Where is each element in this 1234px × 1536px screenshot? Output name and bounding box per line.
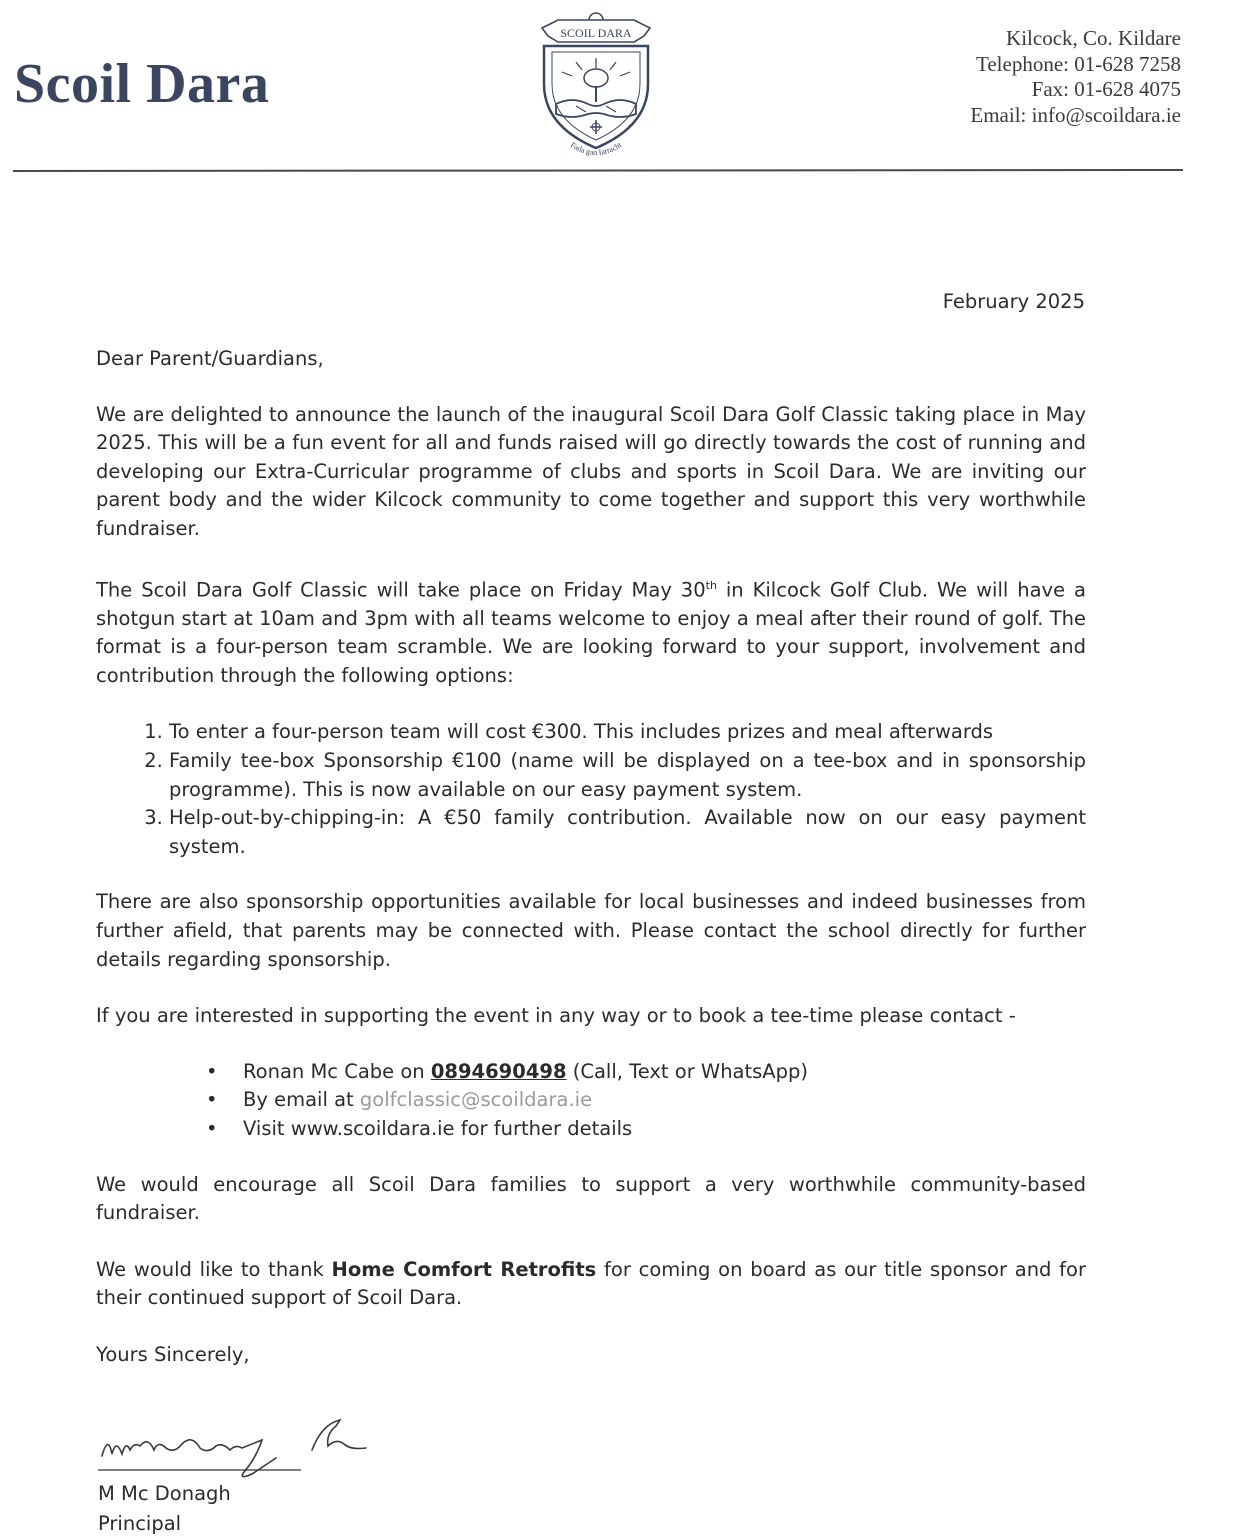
school-email: Email: info@scoildara.ie: [970, 102, 1181, 127]
bullet-icon: •: [206, 1088, 218, 1112]
signer-name: M Mc Donagh: [98, 1482, 231, 1505]
list-item: 3. Help-out-by-chipping-in: A €50 family contribution. Available now on our easy payment system.: [169, 804, 1086, 861]
paragraph-event-details: [96, 572, 1086, 691]
contact-phone-item: [206, 1058, 1086, 1087]
contact-phone-prefix: Ronan Mc Cabe on: [243, 1059, 431, 1083]
options-list: [96, 718, 1086, 861]
closing: Yours Sincerely,: [96, 1342, 250, 1366]
school-fax: Fax: 01-628 4075: [1031, 77, 1181, 101]
list-item: 1. To enter a four-person team will cost €300. This includes prizes and meal afterwards: [169, 718, 1086, 747]
contact-phone-suffix: (Call, Text or WhatsApp): [566, 1059, 809, 1083]
event-details-text-b: in Kilcock Golf Club. We will have a shotgun start at 10am and 3pm with all teams welcome to enjoy a meal after their round of golf. The format is a four-person team scramble. We are looking forward to your support, involvement and contribution through the following options:: [96, 578, 1086, 687]
school-crest-logo: [532, 6, 660, 162]
greeting: Dear Parent/Guardians,: [96, 347, 324, 370]
thanks-text-a: We would like to thank: [96, 1257, 332, 1281]
svg-text:Fada gan Iarracht: Fada gan Iarracht: [568, 140, 624, 158]
paragraph-encourage: We would encourage all Scoil Dara families to support a very worthwhile community-based fundraiser.: [96, 1172, 1086, 1225]
list-item: 2. Family tee-box Sponsorship €100 (name will be displayed on a tee-box and in sponsorship programme). This is now available on our easy payment system.: [169, 747, 1086, 804]
paragraph-thanks: [96, 1256, 1086, 1313]
svg-text:SCOIL DARA: SCOIL DARA: [560, 26, 632, 40]
thanks-text-b: for coming on board as our title sponsor and for their continued support of Scoil Dara.: [96, 1257, 1086, 1310]
event-details-text-a: The Scoil Dara Golf Classic will take place on Friday May 30: [96, 578, 706, 602]
email-link[interactable]: golfclassic@scoildara.ie: [359, 1088, 593, 1112]
paragraph-intro: We are delighted to announce the launch of the inaugural Scoil Dara Golf Classic taking place in May 2025. This will be a fun event for all and funds raised will go directly towards the cost of running and developing our Extra-Curricular programme of clubs and sports in Scoil Dara. We are inviting our parent body and the wider Kilcock community to come together and support this very worthwhile fundraiser.: [96, 402, 1086, 540]
signer-title: Principal: [98, 1512, 182, 1535]
contact-email-item: [206, 1086, 1086, 1115]
contacts-list: [96, 1058, 1086, 1144]
school-name: Scoil Dara: [14, 53, 270, 115]
letter-date: February 2025: [942, 290, 1085, 313]
header-divider: [13, 169, 1183, 172]
school-telephone: Telephone: 01-628 7258: [976, 51, 1181, 76]
phone-number-link[interactable]: 0894690498: [430, 1059, 567, 1083]
title-sponsor-name: Home Comfort Retrofits: [331, 1257, 597, 1281]
contact-email-prefix: By email at: [243, 1088, 360, 1112]
ordinal-suffix: th: [705, 578, 717, 592]
contact-website-item: [206, 1115, 1086, 1144]
paragraph-sponsorship: There are also sponsorship opportunities available for local businesses and indeed businesses from further afield, that parents may be connected with. Please contact the school directly for further details regarding sponsorship.: [96, 890, 1086, 971]
bullet-icon: •: [206, 1116, 218, 1140]
bullet-icon: •: [206, 1059, 218, 1083]
school-address: Kilcock, Co. Kildare: [1006, 26, 1181, 50]
contact-website-text: Visit www.scoildara.ie for further details: [243, 1116, 633, 1140]
school-contact-block: [970, 26, 1181, 128]
signature-image: [96, 1414, 386, 1484]
letter-body: [96, 345, 1086, 1398]
paragraph-contact-intro: If you are interested in supporting the event in any way or to book a tee-time please contact -: [96, 1004, 1016, 1028]
